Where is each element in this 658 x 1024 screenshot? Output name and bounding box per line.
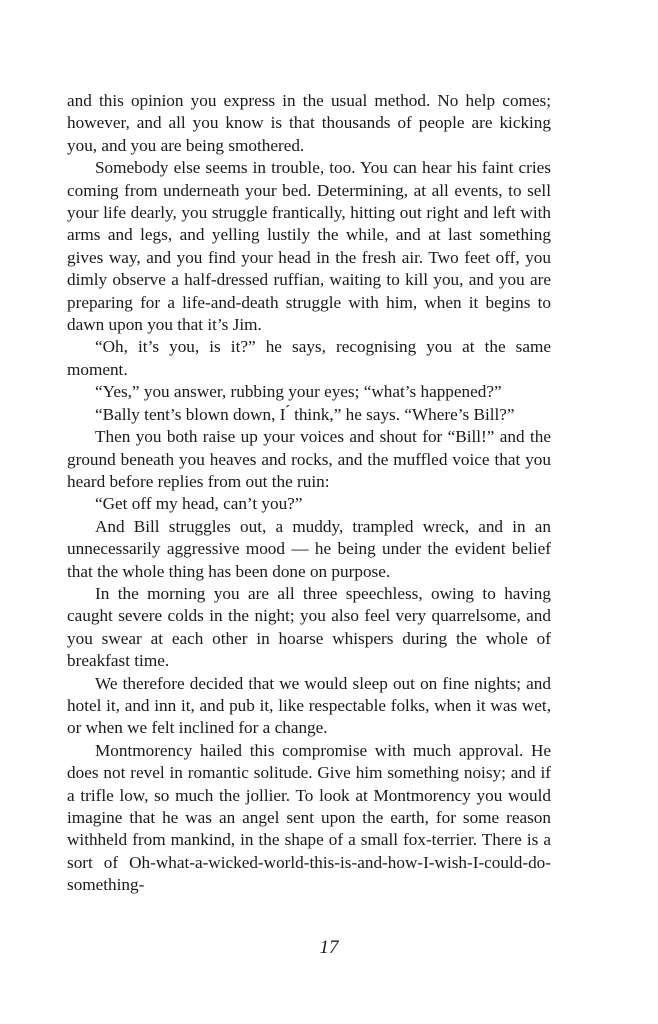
page-body	[67, 90, 551, 897]
paragraph-1: and this opinion you express in the usual method. No help comes; however, and all you know is that thousands of people are kicking you, and you are being smothered.	[67, 91, 551, 155]
paragraph-6: Then you both raise up your voices and shout for “Bill!” and the ground beneath you heaves and rocks, and the muffled voice that you heard before replies from out the ruin:	[67, 427, 551, 491]
paragraph-11: Montmorency hailed this compromise with much approval. He does not revel in romantic solitude. Give him something noisy; and if a trifle low, so much the jollier. To look at Montmorency you would imagine that he was an angel sent upon the earth, for some reason withheld from mankind, in the shape of a small fox-terrier. There is a sort of Oh-what-a-wicked-world-this-is-and-how-I-wish-I-could-do-something-	[67, 740, 551, 895]
paragraph-2: Somebody else seems in trouble, too. You can hear his faint cries coming from underneath your bed. Determining, at all events, to sell your life dearly, you struggle frantically, hitting out right and left with arms and legs, and yelling lustily the while, and at last something gives way, and you find your head in the fresh air. Two feet off, you dimly observe a half-dressed ruffian, waiting to kill you, and you are preparing for a life-and-death struggle with him, when it begins to dawn upon you that it’s Jim.	[67, 158, 551, 335]
paragraph-3: “Oh, it’s you, is it?” he says, recognising you at the same moment.	[67, 337, 551, 379]
page-number: 17	[319, 937, 339, 958]
paragraph-9: In the morning you are all three speechless, owing to having caught severe colds in the night; you also feel very quarrelsome, and you swear at each other in hoarse whispers during the whole of breakfast time.	[67, 583, 551, 671]
paragraph-7: “Get off my head, can’t you?”	[95, 494, 303, 514]
paragraph-4: “Yes,” you answer, rubbing your eyes; “what’s happened?”	[95, 382, 502, 402]
paragraph-8: And Bill struggles out, a muddy, trampled wreck, and in an unnecessarily aggressive mood — he being under the evident belief that the whole thing has been done on purpose.	[67, 516, 551, 581]
paragraph-10: We therefore decided that we would sleep out on fine nights; and hotel it, and inn it, and pub it, like respectable folks, when it was wet, or when we felt inclined for a change.	[67, 673, 551, 738]
paragraph-5: “Bally tent’s blown down, I ́ think,” he says. “Where’s Bill?”	[95, 404, 515, 424]
